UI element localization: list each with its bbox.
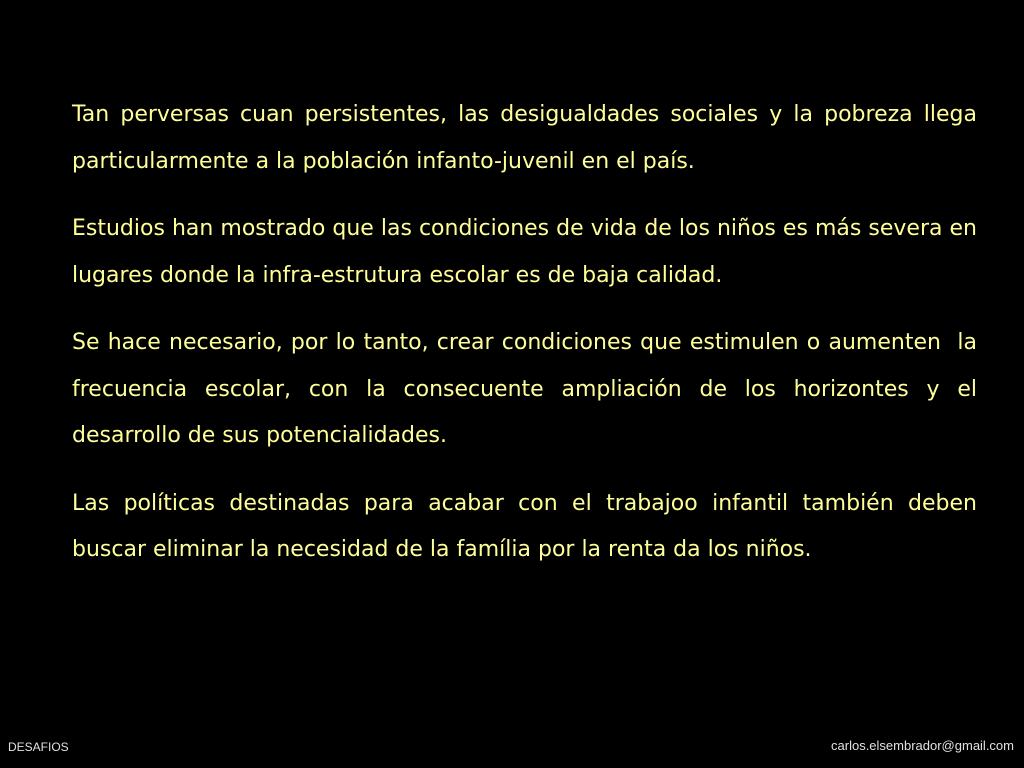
footer-email: carlos.elsembrador@gmail.com (831, 738, 1014, 753)
paragraph-policies: Las políticas destinadas para acabar con el trabajoo infantil también deben buscar eliminar la necesidad de la família por la renta da los niños. (72, 490, 984, 562)
paragraph-conditions: Se hace necesario, por lo tanto, crear condiciones que estimulen o aumenten la frecuencia escolar, con la consecuente ampliación de los horizontes y el desarrollo de sus potencialidades. (72, 330, 984, 448)
footer-label: DESAFIOS (8, 740, 69, 754)
slide-body (72, 92, 984, 595)
paragraph-inequality: Tan perversas cuan persistentes, las desigualdades sociales y la pobreza llega particularmente a la población infanto-juvenil en el país. (72, 102, 984, 174)
paragraph-studies: Estudios han mostrado que las condiciones de vida de los niños es más severa en lugares donde la infra-estrutura escolar es de baja calidad. (72, 216, 984, 288)
